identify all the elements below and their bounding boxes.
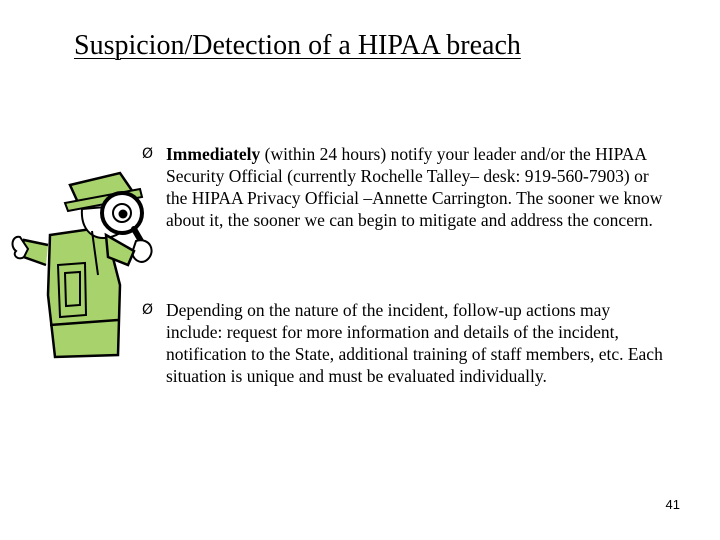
bullet-lead-bold: Immediately	[166, 144, 261, 164]
coat-pocket	[58, 263, 86, 317]
bullet-arrow-icon: Ø	[142, 302, 154, 318]
bullet-text: Depending on the nature of the incident, follow-up actions may include: request for more information and details of the incident, notification to the State, additional training of staff members, etc. Each situation is unique and must be evaluated individually.	[166, 300, 663, 386]
bullet-arrow-icon: Ø	[142, 146, 154, 162]
detective-clipart	[10, 165, 160, 365]
bullet-text	[166, 143, 666, 231]
slide-title: Suspicion/Detection of a HIPAA breach	[74, 30, 521, 61]
page-number: 41	[665, 497, 680, 512]
bullet-rest: (within 24 hours) notify your leader and/or the HIPAA Security Official (currently Rochelle Talley– desk: 919-560-7903) or the HIPAA Privacy Official –Annette Carrington. The sooner we know about it, the sooner we can begin to mitigate and address the concern.	[166, 144, 663, 230]
eye-pupil	[119, 210, 128, 219]
